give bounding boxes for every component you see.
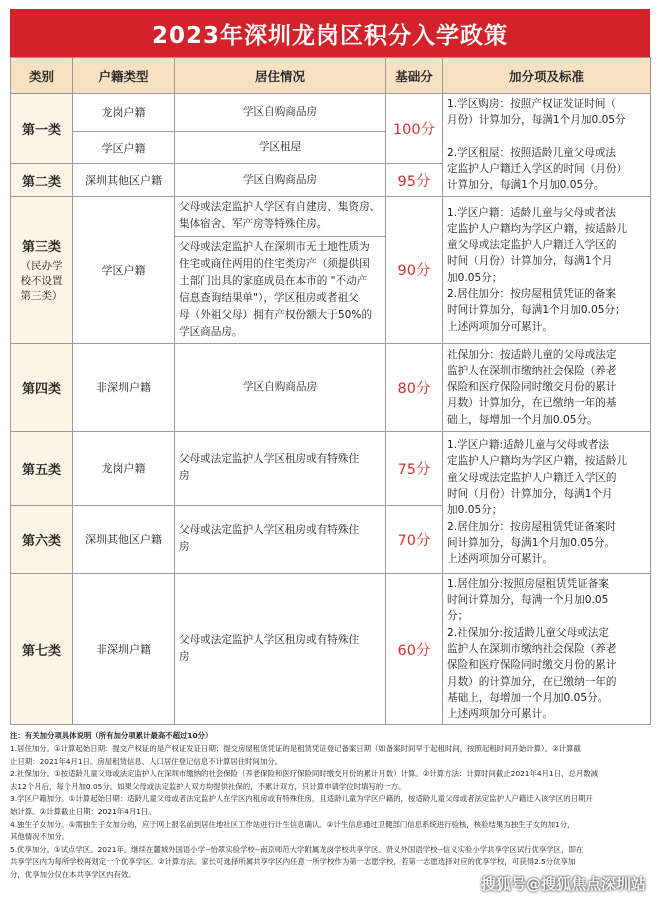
add-line: 1.居住加分:按照房屋租赁凭证备案 bbox=[447, 577, 609, 590]
huji-cell: 龙岗户籍 bbox=[73, 94, 175, 132]
notes-title: 注：有关加分项具体说明（所有加分项累计最高不超过10分） bbox=[10, 731, 213, 741]
huji-cell: 学区户籍 bbox=[73, 131, 175, 164]
add-line: 2.居住加分：按房屋租赁凭证的备案 bbox=[447, 288, 617, 301]
category-4: 第四类 bbox=[11, 343, 73, 431]
huji-cell: 非深圳户籍 bbox=[73, 343, 175, 431]
add-line: 保险和医疗保险同时缴交月份的累计 bbox=[447, 659, 617, 672]
category-note: （民办学 校不设置 第三类） bbox=[20, 259, 63, 302]
add-line: 童父母或法定监护人户籍迁入学区的 bbox=[447, 471, 617, 484]
huji-cell: 学区户籍 bbox=[73, 196, 175, 343]
add-group-2 bbox=[443, 196, 651, 343]
residence-cell: 学区租屋 bbox=[175, 131, 386, 164]
header-category: 类别 bbox=[11, 58, 73, 94]
table-row bbox=[11, 431, 651, 505]
add-line: 监护人在深圳市缴纳社会保险（养老 bbox=[447, 364, 617, 377]
note-line: 2.社保加分。①按适龄儿童父母或法定监护人在深圳市缴纳的社会保险（养老保险和医疗保险同时缴交月份的累计月数）计算。②计算方法：计算时间截止2021年4月1日，总月数减 bbox=[10, 769, 599, 779]
table-row bbox=[11, 94, 651, 132]
residence-cell: 学区自购商品房 bbox=[175, 343, 386, 431]
add-line: 加0.05分； bbox=[447, 271, 503, 284]
add-line: 2.社保加分:按适龄儿童父母或法定 bbox=[447, 626, 609, 639]
header-base: 基础分 bbox=[386, 58, 443, 94]
add-line: 月数）计算加分，在已缴纳一年的基 bbox=[447, 397, 617, 410]
add-line: 础上，每增加一个月加0.05分。 bbox=[447, 413, 598, 426]
add-line: 定监护人户籍均为学区户籍，按适龄儿 bbox=[447, 222, 628, 235]
category-label: 第三类 bbox=[21, 239, 61, 255]
table-row bbox=[11, 343, 651, 431]
base-score: 60分 bbox=[386, 573, 443, 725]
category-6: 第六类 bbox=[11, 505, 73, 573]
add-line: 时间计算加分，每满1个月加0.05分； bbox=[447, 304, 626, 317]
page-title: 2023年深圳龙岗区积分入学政策 bbox=[10, 9, 650, 57]
base-score: 95分 bbox=[386, 164, 443, 197]
header-residence: 居住情况 bbox=[175, 58, 386, 94]
add-line: 间计算加分，每满1个月加0.05分。 bbox=[447, 536, 616, 549]
note-line: 分，优享加分仅在本共享学区内有效。 bbox=[10, 869, 136, 879]
header-row bbox=[11, 58, 651, 94]
huji-cell: 深圳其他区户籍 bbox=[73, 164, 175, 197]
residence-cell: 父母或法定监护人学区有自建房、集资房、 集体宿舍、军产房等特殊住房。 bbox=[175, 196, 386, 236]
add-line: 加0.05分； bbox=[447, 504, 503, 517]
huji-cell: 非深圳户籍 bbox=[73, 573, 175, 725]
add-line: 月份）计算加分，每满1个月加0.05分 bbox=[447, 114, 626, 127]
add-line: 月数）的计算加分，在已缴纳一年的 bbox=[447, 675, 617, 688]
residence-cell: 父母或法定监护人学区租房或有特殊住 房 bbox=[175, 573, 386, 725]
base-score: 80分 bbox=[386, 343, 443, 431]
note-line: 1.居住加分。①计算起始日期：提交产权证的是产权证发证日期；提交房屋租赁凭证的是租赁凭证登记备案日期（如备案时间早于起租时间，按照起租时间开始计算）。②计算截 bbox=[10, 744, 581, 754]
base-score: 75分 bbox=[386, 431, 443, 505]
add-group-4 bbox=[443, 431, 651, 573]
note-line: 共享学区内为每所学校再划定一个优享学区。②计算方法。家长可选择所属共享学区内任意一所学校作为第一志愿学校，若第一志愿选择对应的优享学校，可获得2.5分优享加 bbox=[10, 857, 576, 867]
residence-cell: 父母或法定监护人在深圳市无土地性质为 住宅或商住两用的住宅类房产（须提供国 土部门出具的家庭成员在本市的 "不动产 信息查询结果单"），学区租房或者祖父 母（外祖父母）拥有产权份额大于50%的 学区商品房。 bbox=[175, 236, 386, 343]
note-line: 止日期：2021年4月1日。房屋租赁信息、人口居住登记信息不计算居住时间加分。 bbox=[10, 756, 283, 766]
note-line: 其他情况不加分。 bbox=[10, 832, 70, 842]
add-line: 1.学区户籍：适龄儿童与父母或者法 bbox=[447, 206, 617, 219]
table-row bbox=[11, 573, 651, 725]
add-line: 计算加分，每满1个月加0.05分。 bbox=[447, 179, 605, 192]
header-add: 加分项及标准 bbox=[443, 58, 651, 94]
note-line: 4.独生子女加分。①需独生子女加分的，应于网上报名前到居住地社区工作站进行计生信息确认。②计生信息通过卫健部门信息系统进行验核，核验结果为独生子女的加1分， bbox=[10, 819, 575, 829]
table-row bbox=[11, 196, 651, 236]
note-line: 去12个月后，每个月加0.05分。如果父母或法定监护人双方均提供社保的，不累计双方，只计算申请学位时填写的一方。 bbox=[10, 781, 406, 791]
category-7: 第七类 bbox=[11, 573, 73, 725]
add-line: 基础上，每增加一个月加0.05分。 bbox=[447, 691, 609, 704]
add-line: 1.学区购房：按照产权证发证时间（ bbox=[447, 98, 617, 110]
add-line: 1.学区户籍:适龄儿童与父母或者法 bbox=[447, 439, 609, 452]
add-line: 上述两项加分可累计。 bbox=[447, 553, 553, 566]
residence-cell: 父母或法定监护人学区租房或有特殊住 房 bbox=[175, 505, 386, 573]
base-score: 70分 bbox=[386, 505, 443, 573]
add-line: 定监护人户籍迁入学区的时间（月份） bbox=[447, 163, 628, 176]
base-score: 100分 bbox=[386, 94, 443, 164]
add-group-1 bbox=[443, 94, 651, 197]
category-5: 第五类 bbox=[11, 431, 73, 505]
add-line: 时间计算加分，每满一个月加0.05 bbox=[447, 594, 609, 607]
note-line: 5.优享加分。①试点学区。2021年，继续在麓城外国语小学--怡翠实验学校--南京师范大学附属龙岗学校共享学区、贤义外国语学校--信义实验小学共享学区试行优享学区，即在 bbox=[10, 844, 584, 854]
residence-cell: 学区自购商品房 bbox=[175, 94, 386, 132]
policy-page bbox=[10, 9, 650, 882]
add-line bbox=[447, 129, 646, 145]
add-line: 定监护人户籍均为学区户籍，按适龄儿 bbox=[447, 455, 628, 468]
add-line: 上述两项加分可累计。 bbox=[447, 320, 553, 333]
add-line: 上述两项加分可累计。 bbox=[447, 708, 553, 721]
category-2: 第二类 bbox=[11, 164, 73, 197]
residence-cell: 父母或法定监护人学区租房或有特殊住 房 bbox=[175, 431, 386, 505]
add-line: 社保加分：按适龄儿童的父母或法定 bbox=[447, 348, 617, 361]
add-line: 时间（月份）计算加分，每满1个月 bbox=[447, 255, 613, 268]
note-line: 始计算。②计算截止日期：2021年4月1日。 bbox=[10, 807, 156, 817]
add-line: 2.居住加分：按房屋租赁凭证备案时 bbox=[447, 520, 617, 533]
category-1: 第一类 bbox=[11, 94, 73, 164]
policy-table bbox=[10, 57, 651, 725]
add-group-5 bbox=[443, 573, 651, 725]
notes-section bbox=[10, 730, 650, 881]
add-group-3 bbox=[443, 343, 651, 431]
add-line: 时间（月份）计算加分，每满1个月 bbox=[447, 487, 613, 500]
category-3 bbox=[11, 196, 73, 343]
header-huji: 户籍类型 bbox=[73, 58, 175, 94]
add-line: 2.学区租屋：按照适龄儿童父母或法 bbox=[447, 146, 617, 159]
huji-cell: 龙岗户籍 bbox=[73, 431, 175, 505]
add-line: 童父母或法定监护人户籍迁入学区的 bbox=[447, 239, 617, 252]
base-score: 90分 bbox=[386, 196, 443, 343]
add-line: 分； bbox=[447, 610, 469, 623]
note-line: 3.学区户籍加分。①计算起始日期：适龄儿童父母或者法定监护人在学区内租房或有特殊住房，且适龄儿童为学区户籍的，按适龄儿童父母或者法定监护人户籍迁入该学区的日期开 bbox=[10, 794, 593, 804]
residence-cell: 学区自购商品房 bbox=[175, 164, 386, 197]
add-line: 监护人在深圳市缴纳社会保险（养老 bbox=[447, 642, 617, 655]
huji-cell: 深圳其他区户籍 bbox=[73, 505, 175, 573]
watermark: 搜狐号@搜狐焦点深圳站 bbox=[480, 875, 646, 893]
add-line: 保险和医疗保险同时缴交月份的累计 bbox=[447, 381, 617, 394]
